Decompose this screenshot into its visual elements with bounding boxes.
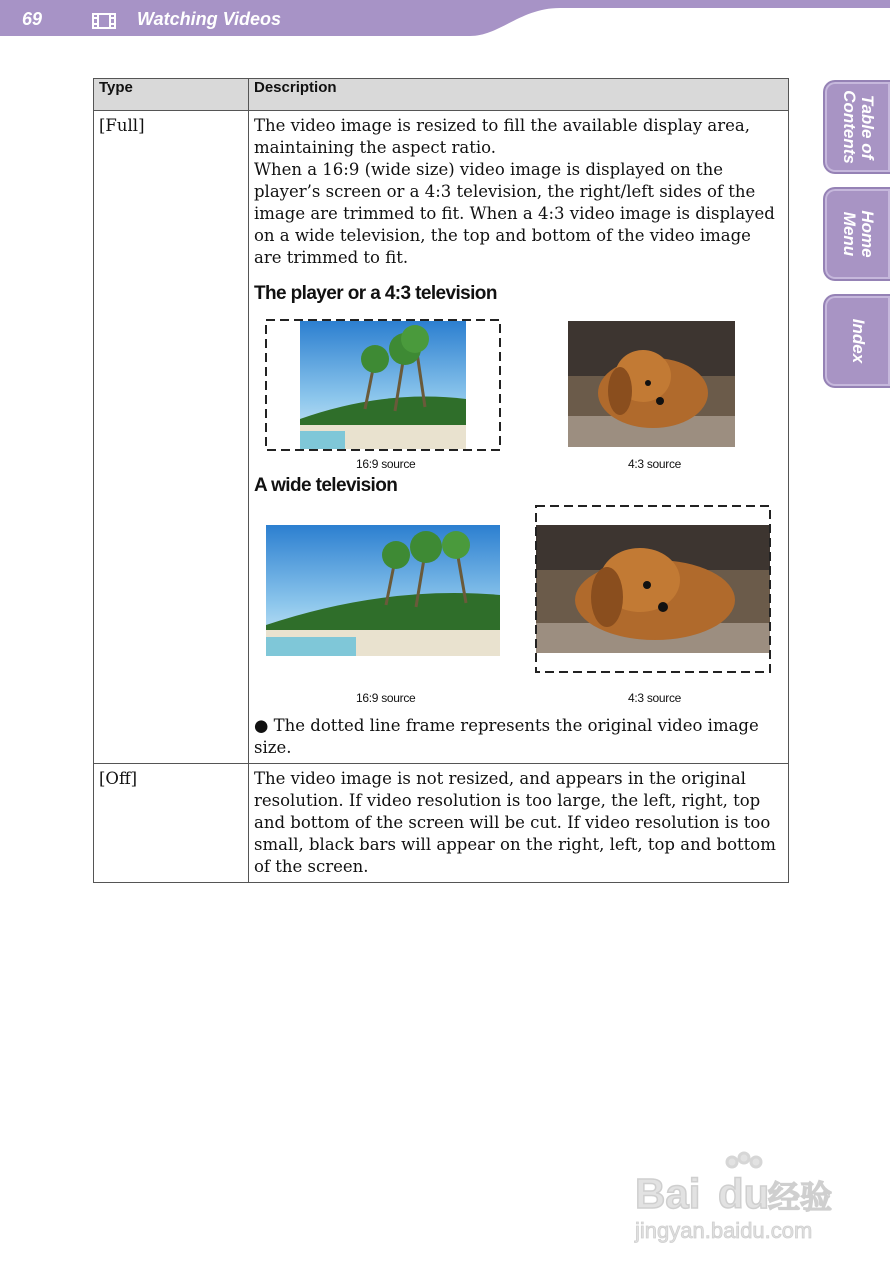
- full-description: The video image is resized to fill the available display area, maintaining the aspect ratio.: [254, 116, 750, 157]
- beach-image-full: [266, 525, 500, 656]
- tab-index[interactable]: [823, 294, 890, 388]
- baidu-logo-icon: [630, 1150, 850, 1250]
- svg-text:经验: 经验: [768, 1178, 833, 1216]
- table-row: [94, 764, 789, 883]
- header-type: Type: [94, 79, 249, 111]
- type-cell: [94, 764, 249, 883]
- beach-image-cropped: [265, 319, 501, 451]
- type-full: [Full]: [99, 116, 145, 135]
- table-row: [94, 111, 789, 764]
- wide-tv-illustrations: [254, 497, 783, 703]
- subsection-wide-tv-title: A wide television: [254, 475, 398, 496]
- tab-home-menu[interactable]: [823, 187, 890, 281]
- caption-169-source-wide: 16:9 source: [356, 691, 416, 705]
- tab-label-table-of-contents: Table of Contents: [839, 90, 877, 164]
- caption-43-source-wide: 4:3 source: [628, 691, 682, 705]
- caption-169-source: 16:9 source: [356, 457, 416, 471]
- subsection-player-title: The player or a 4:3 television: [254, 283, 497, 304]
- full-description-detail: When a 16:9 (wide size) video image is displayed on the player’s screen or a 4:3 television, the right/left sides of the image are trimmed to fit. When a 4:3 video image is displayed on a wide television, the top and bottom of the video image are trimmed to fit.: [254, 160, 775, 267]
- description-cell: [249, 764, 789, 883]
- tab-label-home-menu: Home Menu: [839, 210, 877, 258]
- svg-text:jingyan.baidu.com: jingyan.baidu.com: [635, 1218, 813, 1243]
- table-header-row: [94, 79, 789, 111]
- settings-table: [93, 78, 789, 883]
- dog-image-cropped: [535, 505, 771, 673]
- tab-label-index: Index: [848, 318, 868, 364]
- description-cell: [249, 111, 789, 764]
- off-description: The video image is not resized, and appears in the original resolution. If video resolution is too large, the left, right, top and bottom of the screen will be cut. If video resolution is too small, black bars will appear on the right, left, top and bottom of the screen.: [254, 769, 776, 876]
- bullet-icon: ●: [254, 716, 274, 735]
- header-band: [0, 0, 890, 40]
- type-off: [Off]: [99, 769, 138, 788]
- page-header: [0, 0, 890, 40]
- note-bullet: [254, 715, 783, 759]
- note-text: The dotted line frame represents the original video image size.: [254, 716, 759, 757]
- section-title: Watching Videos: [137, 9, 282, 29]
- dog-image: [568, 321, 735, 447]
- svg-text:Bai: Bai: [635, 1170, 701, 1217]
- type-cell: [94, 111, 249, 764]
- header-description: Description: [249, 79, 789, 111]
- player-illustrations: [254, 305, 783, 471]
- svg-text:du: du: [718, 1170, 770, 1217]
- page-number: 69: [22, 9, 43, 29]
- baidu-watermark: [630, 1150, 850, 1254]
- tab-table-of-contents[interactable]: [823, 80, 890, 174]
- caption-43-source: 4:3 source: [628, 457, 682, 471]
